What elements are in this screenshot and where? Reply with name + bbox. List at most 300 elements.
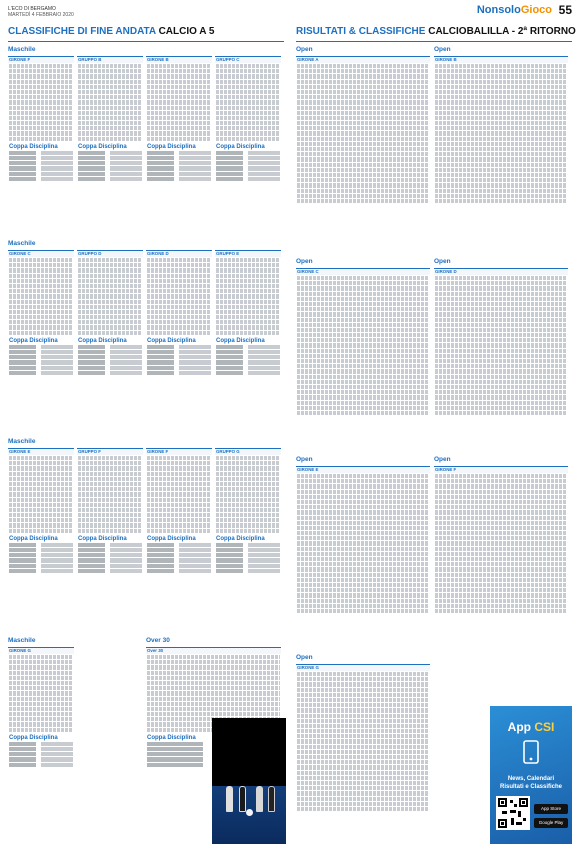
text-line [147, 681, 280, 685]
text-line [147, 691, 280, 695]
text-line [435, 302, 567, 306]
text-line [216, 508, 280, 512]
text-line [216, 350, 280, 354]
text-line [297, 157, 429, 161]
text-line [216, 100, 280, 104]
text-line [78, 553, 142, 557]
text-line [435, 557, 567, 561]
text-line [78, 279, 142, 283]
group-label: GIRONE B [147, 57, 169, 62]
text-line [297, 750, 429, 754]
text-line [216, 268, 280, 272]
text-line [147, 305, 211, 309]
text-line [78, 508, 142, 512]
masthead [8, 4, 572, 26]
text-line [297, 531, 429, 535]
text-line [9, 161, 73, 165]
google-play-badge[interactable]: Google Play [534, 818, 568, 828]
text-line [216, 529, 280, 533]
text-line [9, 461, 73, 465]
text-line [78, 482, 142, 486]
coppa-disciplina-label: Coppa Disciplina [9, 337, 58, 344]
text-line [147, 702, 280, 706]
text-line [9, 258, 73, 262]
text-line [297, 385, 429, 389]
text-line [9, 166, 73, 170]
text-line [78, 548, 142, 552]
text-line [147, 461, 211, 465]
text-line [435, 189, 567, 193]
text-line [216, 64, 280, 68]
coppa-disciplina-label: Coppa Disciplina [216, 143, 265, 150]
text-line [435, 479, 567, 483]
text-line [147, 548, 211, 552]
text-line [9, 350, 73, 354]
text-line [9, 111, 73, 115]
text-line [9, 279, 73, 283]
text-line [9, 360, 73, 364]
text-line [147, 294, 211, 298]
text-line [147, 69, 211, 73]
text-line [435, 137, 567, 141]
text-line [297, 541, 429, 545]
text-line [147, 472, 211, 476]
text-line [147, 289, 211, 293]
text-line [216, 513, 280, 517]
text-line [9, 707, 73, 711]
text-line [9, 728, 73, 732]
group-label: GRUPPO C [216, 57, 240, 62]
text-line [435, 74, 567, 78]
group-label: GIRONE F [9, 57, 31, 62]
text-line [78, 294, 142, 298]
left-title-rule [8, 41, 284, 42]
text-line [297, 338, 429, 342]
text-line [297, 121, 429, 125]
ad-tagline: News, Calendari Risultati e Classifiche [499, 776, 563, 790]
text-line [147, 166, 211, 170]
text-line [435, 531, 567, 535]
text-line [9, 100, 73, 104]
text-line [297, 552, 429, 556]
text-line [147, 126, 211, 130]
standings-block [146, 56, 212, 246]
block-header [146, 648, 281, 654]
text-line [9, 289, 73, 293]
text-line [216, 274, 280, 278]
text-line [297, 682, 429, 686]
text-line [216, 569, 280, 573]
group-label: GIRONE C [9, 251, 31, 256]
text-line [216, 564, 280, 568]
text-line [147, 366, 211, 370]
text-line [9, 742, 73, 746]
text-line [78, 64, 142, 68]
text-line [9, 503, 73, 507]
text-line [435, 157, 567, 161]
text-line [435, 411, 567, 415]
text-line [435, 142, 567, 146]
text-line [297, 771, 429, 775]
text-line [216, 523, 280, 527]
text-line [9, 355, 73, 359]
text-line [435, 375, 567, 379]
text-line [9, 300, 73, 304]
text-line [78, 156, 142, 160]
text-line [297, 791, 429, 795]
block-header [215, 251, 281, 257]
text-line [147, 543, 211, 547]
text-line [78, 325, 142, 329]
text-line [147, 80, 211, 84]
text-line [9, 331, 73, 335]
text-line [435, 333, 567, 337]
text-line [297, 490, 429, 494]
text-line [9, 676, 73, 680]
text-line [435, 152, 567, 156]
text-line [147, 137, 211, 141]
block-header [77, 449, 143, 455]
block-header [8, 648, 74, 654]
text-line [297, 760, 429, 764]
group-label: GIRONE G [9, 648, 31, 653]
text-line [435, 276, 567, 280]
text-line [297, 173, 429, 177]
text-line [435, 318, 567, 322]
text-line [435, 541, 567, 545]
phone-icon [510, 740, 552, 764]
text-line [297, 604, 429, 608]
text-line [216, 85, 280, 89]
text-line [297, 724, 429, 728]
text-line [435, 90, 567, 94]
standings-block [215, 250, 281, 440]
text-line [435, 168, 567, 172]
text-line [147, 177, 211, 181]
text-line [78, 151, 142, 155]
standings-block [77, 56, 143, 246]
group-label: GRUPPO F [78, 449, 101, 454]
text-line [297, 333, 429, 337]
text-line [78, 466, 142, 470]
text-line [216, 284, 280, 288]
text-line [216, 305, 280, 309]
text-line [9, 156, 73, 160]
block-header [215, 57, 281, 63]
text-line [216, 320, 280, 324]
text-line [297, 797, 429, 801]
text-line [297, 516, 429, 520]
text-line [297, 100, 429, 104]
text-line [297, 281, 429, 285]
text-line [297, 536, 429, 540]
text-line [297, 588, 429, 592]
text-line [297, 729, 429, 733]
text-line [78, 366, 142, 370]
text-line [216, 177, 280, 181]
text-line [147, 655, 280, 659]
text-line [78, 268, 142, 272]
text-line [297, 786, 429, 790]
text-line [297, 583, 429, 587]
text-line [9, 325, 73, 329]
text-line [216, 456, 280, 460]
text-line [216, 310, 280, 314]
text-line [9, 697, 73, 701]
text-line [435, 173, 567, 177]
text-line [435, 194, 567, 198]
text-line [435, 484, 567, 488]
text-line [147, 513, 211, 517]
text-line [147, 111, 211, 115]
block-header [8, 251, 74, 257]
text-line [9, 315, 73, 319]
text-line [297, 719, 429, 723]
text-line [9, 305, 73, 309]
text-line [147, 74, 211, 78]
text-line [297, 745, 429, 749]
text-line [435, 505, 567, 509]
text-line [435, 95, 567, 99]
text-line [147, 508, 211, 512]
text-line [9, 569, 73, 573]
text-line [435, 490, 567, 494]
text-line [78, 100, 142, 104]
text-line [435, 312, 567, 316]
text-line [297, 781, 429, 785]
text-line [9, 498, 73, 502]
text-line [9, 268, 73, 272]
text-line [78, 69, 142, 73]
text-line [297, 495, 429, 499]
text-line [216, 126, 280, 130]
standings-block [434, 268, 568, 458]
text-line [297, 349, 429, 353]
text-line [216, 487, 280, 491]
app-store-badge[interactable]: App Store [534, 804, 568, 814]
publication-info [8, 6, 74, 18]
text-line [435, 547, 567, 551]
text-line [147, 492, 211, 496]
text-line [147, 95, 211, 99]
text-line [216, 345, 280, 349]
text-line [78, 315, 142, 319]
text-line [147, 315, 211, 319]
text-line [297, 401, 429, 405]
text-line [78, 564, 142, 568]
text-line [297, 578, 429, 582]
text-line [216, 137, 280, 141]
text-line [435, 183, 567, 187]
coppa-disciplina-label: Coppa Disciplina [9, 734, 58, 741]
text-line [147, 477, 211, 481]
block-header [296, 665, 430, 671]
text-line [435, 588, 567, 592]
text-line [9, 558, 73, 562]
text-line [9, 263, 73, 267]
text-line [435, 510, 567, 514]
block-header [77, 251, 143, 257]
text-line [78, 90, 142, 94]
text-line [297, 194, 429, 198]
text-line [78, 172, 142, 176]
text-line [147, 660, 280, 664]
block-header [296, 467, 430, 473]
text-line [9, 466, 73, 470]
text-line [297, 765, 429, 769]
text-line [297, 557, 429, 561]
text-line [147, 116, 211, 120]
text-line [147, 665, 280, 669]
text-line [147, 279, 211, 283]
text-line [78, 131, 142, 135]
text-line [216, 131, 280, 135]
text-line [216, 466, 280, 470]
text-line [9, 529, 73, 533]
text-line [9, 712, 73, 716]
text-line [297, 80, 429, 84]
text-line [435, 390, 567, 394]
text-line [435, 343, 567, 347]
text-line [297, 116, 429, 120]
text-line [147, 350, 211, 354]
text-line [78, 487, 142, 491]
text-line [435, 163, 567, 167]
text-line [9, 95, 73, 99]
text-line [297, 343, 429, 347]
text-line [297, 474, 429, 478]
text-line [435, 297, 567, 301]
text-line [216, 461, 280, 465]
text-line [9, 456, 73, 460]
text-line [297, 137, 429, 141]
text-line [216, 279, 280, 283]
text-line [9, 564, 73, 568]
text-line [216, 325, 280, 329]
text-line [147, 523, 211, 527]
block-header [146, 251, 212, 257]
text-line [78, 355, 142, 359]
text-line [297, 163, 429, 167]
text-line [9, 752, 73, 756]
text-line [216, 80, 280, 84]
text-line [9, 548, 73, 552]
text-line [78, 320, 142, 324]
text-line [78, 331, 142, 335]
text-line [216, 161, 280, 165]
text-line [297, 734, 429, 738]
futsal-photo [212, 718, 286, 844]
block-header [296, 57, 430, 63]
text-line [9, 366, 73, 370]
text-line [297, 567, 429, 571]
qr-code-icon[interactable] [496, 796, 530, 830]
publication-date: MARTEDÌ 4 FEBBRAIO 2020 [8, 12, 74, 18]
text-line [297, 142, 429, 146]
text-line [147, 482, 211, 486]
text-line [147, 161, 211, 165]
text-line [297, 390, 429, 394]
text-line [78, 503, 142, 507]
text-line [78, 85, 142, 89]
text-line [9, 294, 73, 298]
section-label: Open [434, 46, 451, 53]
text-line [297, 126, 429, 130]
text-line [297, 547, 429, 551]
group-label: GRUPPO E [216, 251, 240, 256]
text-line [297, 500, 429, 504]
coppa-disciplina-label: Coppa Disciplina [78, 337, 127, 344]
text-line [435, 328, 567, 332]
text-line [9, 121, 73, 125]
text-line [9, 320, 73, 324]
coppa-disciplina-label: Coppa Disciplina [216, 535, 265, 542]
text-line [435, 364, 567, 368]
text-line [435, 552, 567, 556]
text-line [435, 80, 567, 84]
section-label: Maschile [8, 46, 36, 53]
standings-block [296, 664, 430, 844]
page-number: 55 [558, 3, 572, 17]
right-title-rule [296, 41, 572, 42]
text-line [297, 297, 429, 301]
text-line [147, 320, 211, 324]
coppa-disciplina-label: Coppa Disciplina [9, 143, 58, 150]
text-line [297, 323, 429, 327]
group-label: GIRONE G [297, 665, 319, 670]
section-label: Open [296, 46, 313, 53]
coppa-disciplina-label: Coppa Disciplina [216, 337, 265, 344]
coppa-disciplina-label: Coppa Disciplina [78, 535, 127, 542]
section-label: Open [296, 654, 313, 661]
text-line [147, 712, 280, 716]
text-line [9, 274, 73, 278]
group-label: GIRONE E [297, 467, 319, 472]
text-line [297, 776, 429, 780]
text-line [147, 686, 280, 690]
text-line [9, 686, 73, 690]
ad-brand: App CSI [507, 720, 555, 734]
text-line [297, 95, 429, 99]
text-line [78, 305, 142, 309]
text-line [297, 599, 429, 603]
text-line [297, 406, 429, 410]
text-line [216, 360, 280, 364]
text-line [147, 518, 211, 522]
app-advertisement[interactable] [490, 706, 572, 844]
text-line [435, 521, 567, 525]
text-line [297, 168, 429, 172]
text-line [9, 691, 73, 695]
text-line [297, 739, 429, 743]
text-line [9, 284, 73, 288]
text-line [216, 498, 280, 502]
text-line [216, 553, 280, 557]
text-line [9, 757, 73, 761]
text-line [9, 106, 73, 110]
text-line [297, 573, 429, 577]
section-label: Open [296, 258, 313, 265]
text-line [147, 284, 211, 288]
group-label: GRUPPO B [78, 57, 102, 62]
text-line [78, 456, 142, 460]
coppa-disciplina-label: Coppa Disciplina [78, 143, 127, 150]
text-line [216, 300, 280, 304]
text-line [435, 338, 567, 342]
text-line [435, 281, 567, 285]
text-line [435, 286, 567, 290]
text-line [435, 111, 567, 115]
